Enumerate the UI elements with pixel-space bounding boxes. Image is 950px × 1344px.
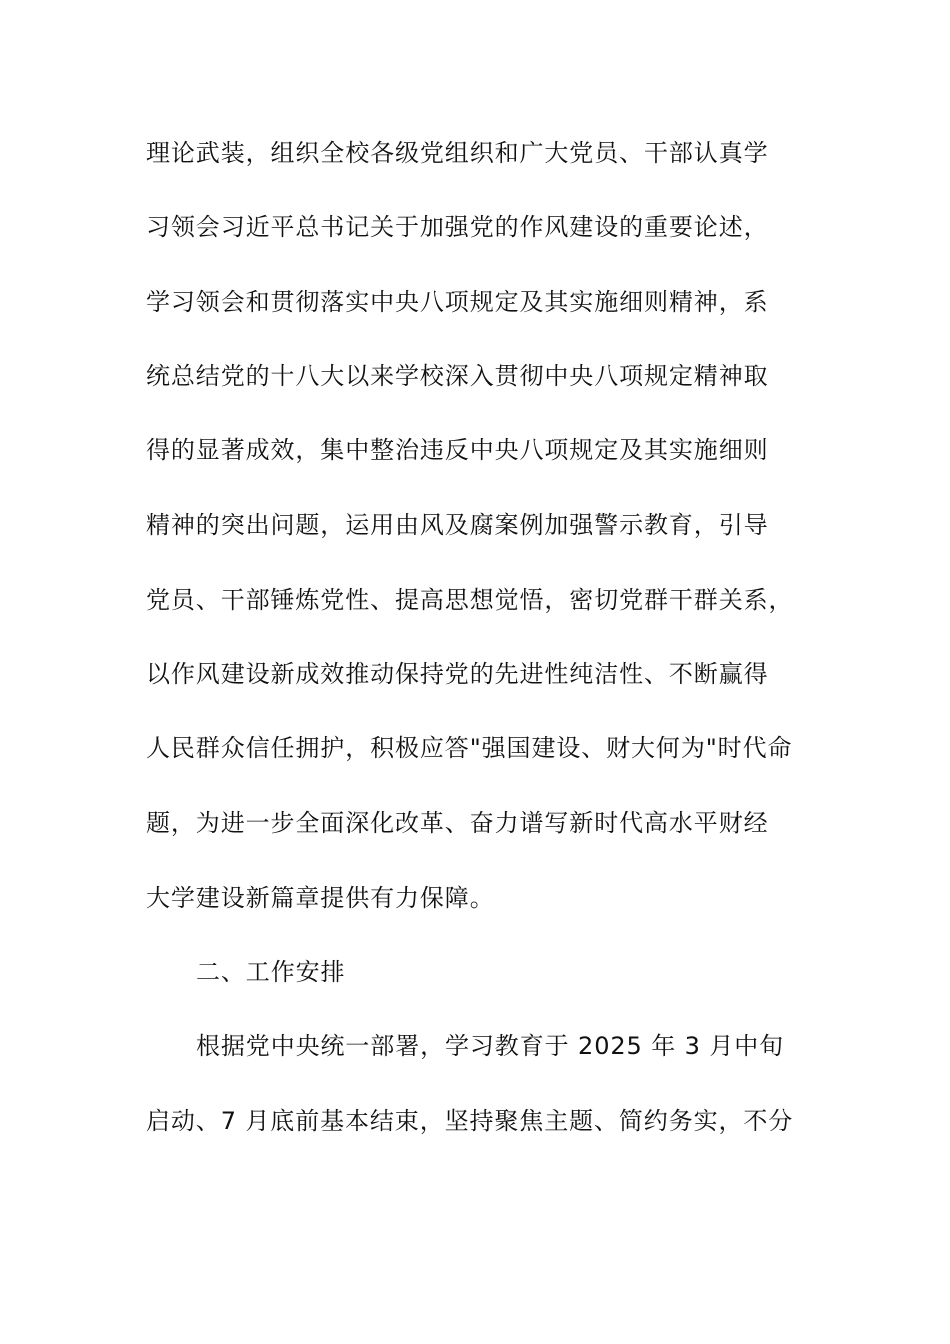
- paragraph-line: 以作风建设新成效推动保持党的先进性纯洁性、不断赢得: [146, 660, 769, 688]
- paragraph-line: 习领会习近平总书记关于加强党的作风建设的重要论述，: [146, 213, 769, 241]
- paragraph-line: 得的显著成效，集中整治违反中央八项规定及其实施细则: [146, 436, 769, 464]
- paragraph-line: 大学建设新篇章提供有力保障。: [146, 884, 495, 912]
- paragraph-line: 启动、7 月底前基本结束，坚持聚焦主题、简约务实，不分: [146, 1107, 794, 1135]
- paragraph-line: 根据党中央统一部署，学习教育于 2025 年 3 月中旬: [196, 1032, 785, 1060]
- paragraph-line: 精神的突出问题，运用由风及腐案例加强警示教育，引导: [146, 511, 769, 539]
- section-heading: 二、工作安排: [196, 958, 346, 986]
- paragraph-line: 人民群众信任拥护，积极应答"强国建设、财大何为"时代命: [146, 734, 793, 762]
- paragraph-line: 党员、干部锤炼党性、提高思想觉悟，密切党群干群关系，: [146, 586, 794, 614]
- paragraph-line: 题，为进一步全面深化改革、奋力谱写新时代高水平财经: [146, 809, 769, 837]
- paragraph-line: 统总结党的十八大以来学校深入贯彻中央八项规定精神取: [146, 362, 769, 390]
- paragraph-line: 学习领会和贯彻落实中央八项规定及其实施细则精神，系: [146, 288, 769, 316]
- paragraph-line: 理论武装，组织全校各级党组织和广大党员、干部认真学: [146, 139, 769, 167]
